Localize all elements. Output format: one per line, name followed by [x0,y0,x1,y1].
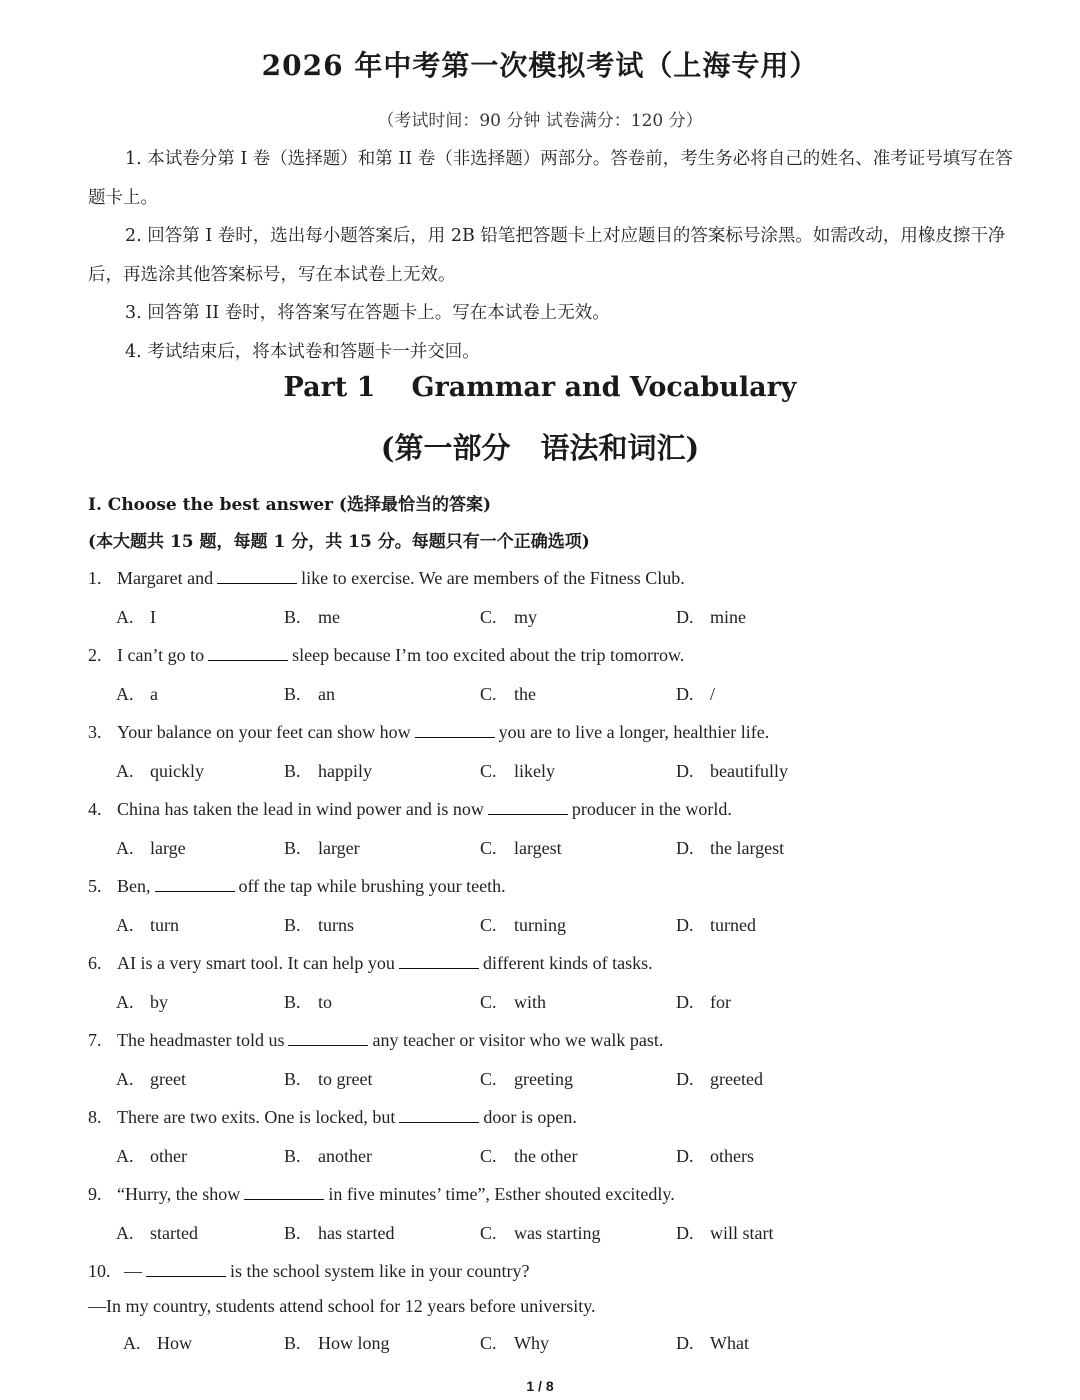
answer-option [480,983,546,1022]
option-text: me [318,606,340,627]
question-text-before: The headmaster told us [117,1030,285,1050]
option-text: large [150,837,186,858]
question-stem [88,559,1018,598]
answer-option [116,1137,187,1176]
option-row [88,1214,1018,1253]
question-text-after: you are to live a longer, healthier life. [498,722,770,742]
answer-option [116,598,156,637]
question-text-after: off the tap while brushing your teeth. [238,876,506,896]
answer-option [480,598,537,637]
question-text-before: — [124,1261,142,1281]
option-text: with [514,991,547,1012]
question-stem [88,1021,1018,1060]
option-row [88,1137,1018,1176]
option-letter: D. [676,1068,694,1089]
question-stem [88,1175,1018,1214]
option-letter: B. [284,1068,301,1089]
question-stem [88,1252,1018,1291]
dialog-reply: —In my country, students attend school for 12 years before university. [88,1295,596,1316]
answer-option [284,1324,390,1363]
option-text: turn [150,914,179,935]
option-text: How long [318,1332,390,1353]
option-text: my [514,606,538,627]
answer-option [116,983,168,1022]
option-letter: B. [284,837,301,858]
answer-option [676,829,784,868]
question-text-after: any teacher or visitor who we walk past. [372,1030,664,1050]
option-letter: A. [116,760,134,781]
answer-option [480,1137,577,1176]
option-text: turning [514,914,566,935]
answer-option [116,752,204,791]
answer-option [116,675,158,714]
part-cn-left: (第一部分 [380,431,511,465]
answer-option [284,1214,394,1253]
answer-blank [208,646,288,661]
part-subtitle-cn [0,426,1080,467]
option-letter: B. [284,1222,301,1243]
answer-option [116,1060,186,1099]
option-text: turned [710,914,756,935]
option-letter: C. [480,914,497,935]
option-text: happily [318,760,372,781]
question-number: 1. [88,568,102,588]
section-heading: I. Choose the best answer (选择最恰当的答案) [88,495,492,515]
option-letter: B. [284,606,301,627]
answer-option [676,983,731,1022]
answer-option [480,752,555,791]
option-text: others [710,1145,754,1166]
answer-option [480,829,562,868]
answer-blank [399,1108,479,1123]
option-letter: A. [116,991,134,1012]
answer-blank [399,954,479,969]
part-cn-right: 语法和词汇) [540,431,700,465]
question-number: 7. [88,1030,102,1050]
instruction-item: 2. 回答第 I 卷时，选出每小题答案后，用 2B 铅笔把答题卡上对应题目的答案标号涂黑。如需改动，用橡皮擦干净后，再选涂其他答案标号，写在本试卷上无效。 [88,226,1006,285]
answer-option [284,752,372,791]
option-letter: B. [284,991,301,1012]
question-number: 10. [88,1261,111,1281]
option-letter: A. [116,837,134,858]
question-stem [88,713,1018,752]
option-row [88,983,1018,1022]
answer-option [676,675,715,714]
option-row [88,829,1018,868]
option-row [88,675,1018,714]
option-row [88,906,1018,945]
option-row [88,752,1018,791]
question-list [88,559,1018,1362]
option-letter: D. [676,1332,694,1353]
answer-option [480,1060,573,1099]
option-text: the [514,683,536,704]
option-row [88,1060,1018,1099]
option-letter: B. [284,683,301,704]
answer-option [676,906,756,945]
option-letter: C. [480,1145,497,1166]
answer-blank [217,569,297,584]
option-letter: A. [116,606,134,627]
option-text: greeting [514,1068,573,1089]
option-letter: D. [676,1145,694,1166]
answer-option [676,1214,774,1253]
question-text-after: in five minutes’ time”, Esther shouted excitedly. [328,1184,675,1204]
option-letter: A. [116,1145,134,1166]
exam-title: 2026 年中考第一次模拟考试（上海专用） [261,49,819,82]
option-text: was starting [514,1222,601,1243]
option-text: What [710,1332,749,1353]
option-text: has started [318,1222,395,1243]
answer-option [284,906,354,945]
option-letter: D. [676,760,694,781]
answer-blank [146,1262,226,1277]
option-letter: C. [480,606,497,627]
question-text-after: sleep because I’m too excited about the trip tomorrow. [292,645,685,665]
question-number: 4. [88,799,102,819]
section-note: (本大题共 15 题，每题 1 分，共 15 分。每题只有一个正确选项) [88,532,590,552]
option-text: quickly [150,760,204,781]
question-text-before: Margaret and [117,568,214,588]
answer-option [676,752,788,791]
answer-option [480,1214,600,1253]
question-number: 2. [88,645,102,665]
answer-option [676,1060,763,1099]
question-stem [88,790,1018,829]
option-text: / [710,683,716,704]
question-text-before: China has taken the lead in wind power and is now [117,799,484,819]
answer-blank [488,800,568,815]
option-letter: C. [480,760,497,781]
question-text-before: Ben, [117,876,151,896]
option-text: another [318,1145,372,1166]
answer-option [676,1324,749,1363]
answer-option [480,906,566,945]
question-stem [88,636,1018,675]
option-letter: A. [116,1222,134,1243]
answer-option [284,1060,372,1099]
option-letter: B. [284,1332,301,1353]
part-title [0,372,1080,403]
option-text: started [150,1222,198,1243]
answer-option [480,675,536,714]
option-letter: D. [676,606,694,627]
question-number: 8. [88,1107,102,1127]
question-number: 5. [88,876,102,896]
question-stem [88,944,1018,983]
option-text: turns [318,914,354,935]
option-text: I [150,606,156,627]
question-stem [88,867,1018,906]
option-row [88,1324,1018,1363]
option-letter: C. [480,683,497,704]
option-text: a [150,683,158,704]
option-letter: D. [676,914,694,935]
option-text: Why [514,1332,549,1353]
option-letter: D. [676,991,694,1012]
option-letter: A. [116,683,134,704]
option-letter: D. [676,683,694,704]
part-name: Grammar and Vocabulary [411,372,797,403]
page-number: 1 / 8 [526,1378,554,1394]
exam-subtitle: （考试时间：90 分钟 试卷满分：120 分） [377,111,703,131]
question-number: 3. [88,722,102,742]
instruction-item: 1. 本试卷分第 I 卷（选择题）和第 II 卷（非选择题）两部分。答卷前，考生务必将自己的姓名、准考证号填写在答题卡上。 [88,149,1013,208]
option-letter: D. [676,837,694,858]
option-row [88,598,1018,637]
option-text: How [157,1332,192,1353]
question-text-after: is the school system like in your country? [230,1261,530,1281]
instruction-item: 4. 考试结束后，将本试卷和答题卡一并交回。 [125,341,480,362]
option-text: greeted [710,1068,763,1089]
part-number: Part 1 [283,372,376,403]
answer-option [284,1137,372,1176]
option-letter: A. [123,1332,141,1353]
option-text: the other [514,1145,578,1166]
option-letter: C. [480,1332,497,1353]
option-letter: B. [284,1145,301,1166]
option-letter: A. [116,1068,134,1089]
option-text: to [318,991,333,1012]
question-text-after: like to exercise. We are members of the Fitness Club. [301,568,685,588]
question-stem [88,1098,1018,1137]
answer-option [116,829,186,868]
option-text: beautifully [710,760,788,781]
option-text: the largest [710,837,785,858]
answer-option [676,1137,754,1176]
question-text-before: Your balance on your feet can show how [117,722,411,742]
answer-blank [244,1185,324,1200]
option-letter: D. [676,1222,694,1243]
option-letter: A. [116,914,134,935]
option-text: to greet [318,1068,373,1089]
answer-option [480,1324,549,1363]
answer-option [284,598,340,637]
answer-blank [415,723,495,738]
answer-option [284,675,335,714]
question-text-before: “Hurry, the show [117,1184,241,1204]
option-text: will start [710,1222,774,1243]
question-number: 6. [88,953,102,973]
question-number: 9. [88,1184,102,1204]
instruction-item: 3. 回答第 II 卷时，将答案写在答题卡上。写在本试卷上无效。 [125,303,610,323]
option-letter: C. [480,991,497,1012]
option-letter: C. [480,1222,497,1243]
answer-option [123,1324,192,1363]
option-letter: C. [480,837,497,858]
answer-blank [155,877,235,892]
question-text-before: I can’t go to [117,645,205,665]
option-text: greet [150,1068,186,1089]
option-text: mine [710,606,746,627]
option-letter: B. [284,914,301,935]
answer-option [116,1214,198,1253]
option-text: larger [318,837,360,858]
answer-option [284,829,360,868]
answer-option [116,906,179,945]
option-text: an [318,683,335,704]
answer-option [676,598,746,637]
option-text: by [150,991,168,1012]
option-text: other [150,1145,187,1166]
question-text-after: door is open. [483,1107,577,1127]
option-letter: C. [480,1068,497,1089]
answer-option [284,983,332,1022]
question-text-before: There are two exits. One is locked, but [117,1107,396,1127]
question-text-after: different kinds of tasks. [482,953,653,973]
answer-blank [288,1031,368,1046]
option-text: for [710,991,731,1012]
instructions [88,140,1018,371]
option-text: likely [514,760,555,781]
question-text-before: AI is a very smart tool. It can help you [117,953,395,973]
option-text: largest [514,837,562,858]
option-letter: B. [284,760,301,781]
question-text-after: producer in the world. [571,799,732,819]
